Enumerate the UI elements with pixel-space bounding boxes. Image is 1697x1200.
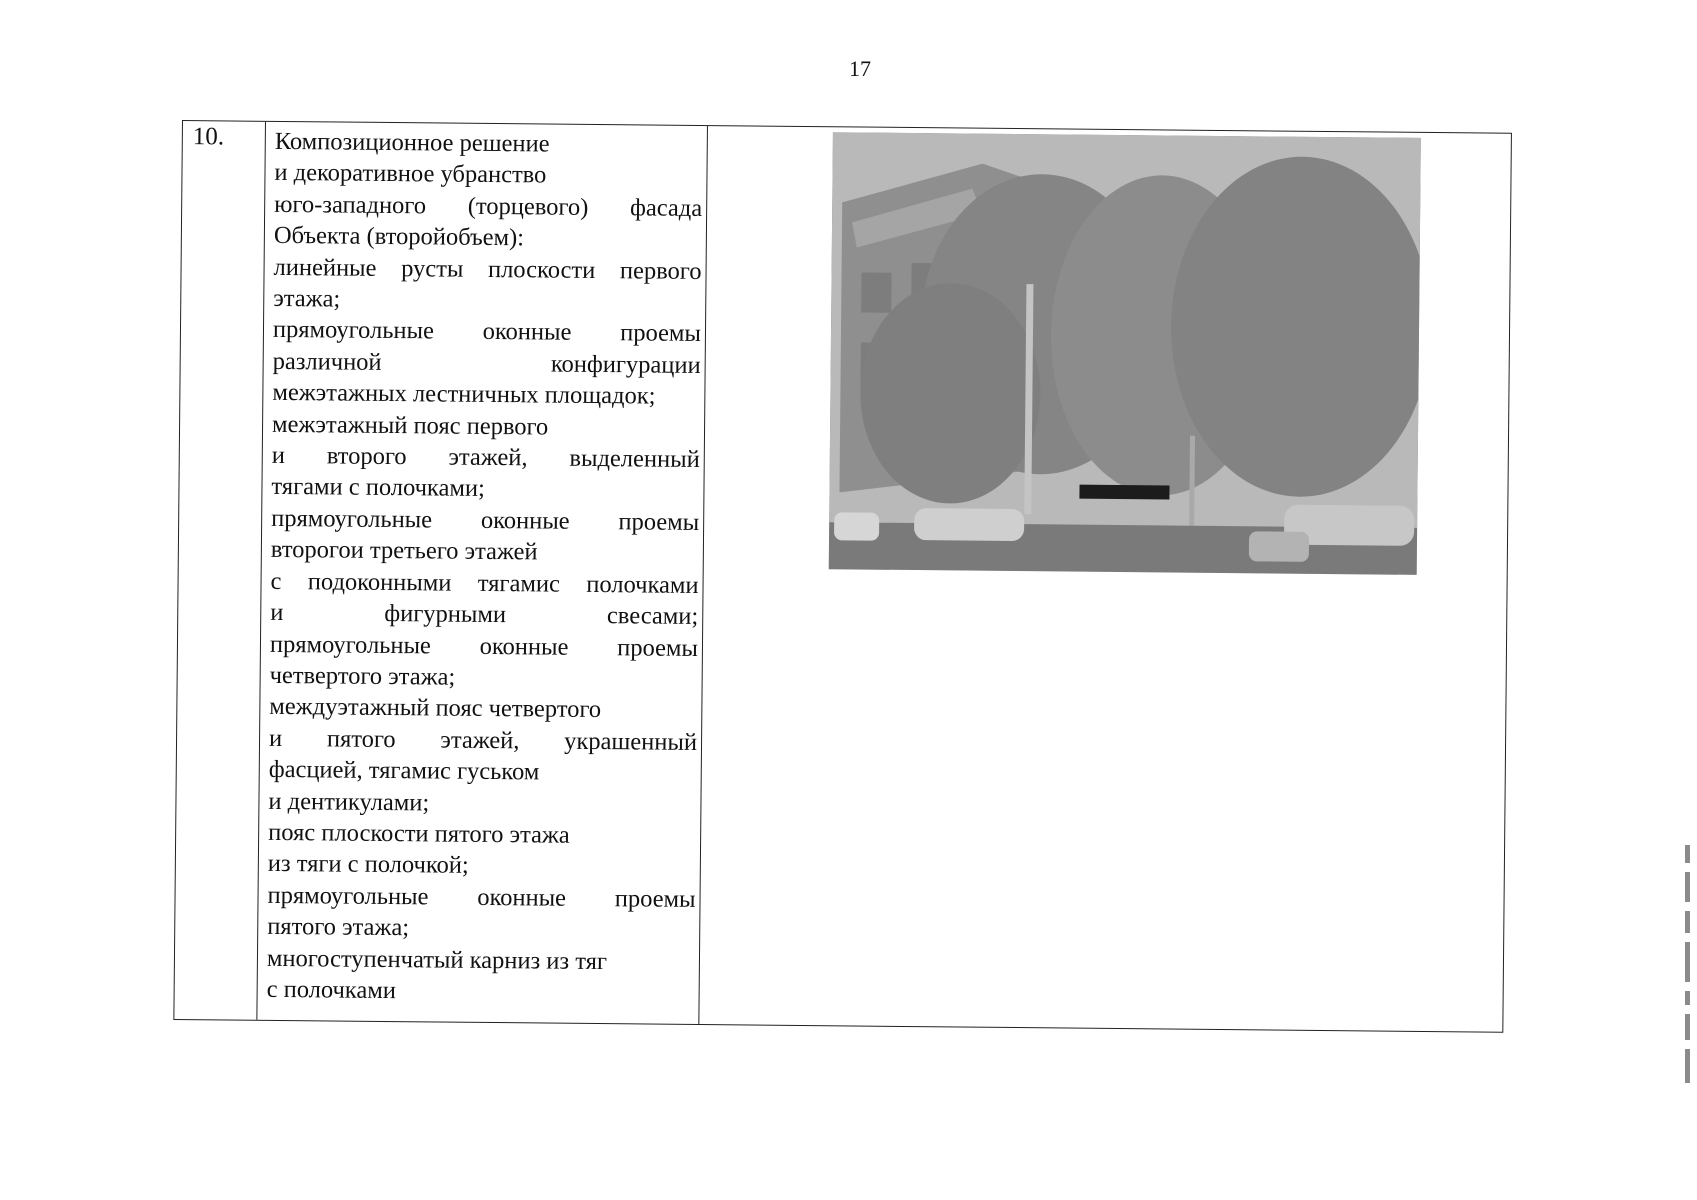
description-line: этажа; — [273, 284, 341, 313]
description-line: междуэтажный пояс четвертого — [269, 693, 602, 724]
description-line: многоступенчатый карниз из тяг — [266, 944, 608, 975]
description-line: из тяги с полочкой; — [267, 850, 469, 880]
page-number: 17 — [849, 56, 871, 81]
facade-elements-table — [173, 120, 1512, 1033]
description-line: второгои третьего этажей — [270, 536, 538, 566]
description-line: Композиционное решение — [274, 127, 550, 158]
description-line: фасцией, тягамис гуськом — [268, 755, 540, 786]
description-line: прямоугольные оконные проемы — [272, 316, 702, 348]
row-number: 10. — [192, 123, 225, 151]
description-line: и второго этажей, выделенный — [271, 441, 700, 474]
description-line: с подоконными тягамис полочками — [270, 567, 699, 599]
facade-description — [267, 126, 703, 1009]
description-line: пятого этажа; — [267, 913, 410, 942]
description-line: с полочками — [266, 975, 397, 1005]
description-line: и декоративное убранство — [274, 159, 547, 189]
facade-photo-image — [829, 132, 1421, 575]
description-line: и пятого этажей, украшенный — [268, 724, 698, 756]
description-line: межэтажный пояс первого — [271, 410, 549, 441]
description-line: линейные русты плоскости первого — [273, 253, 702, 285]
facade-photo — [829, 132, 1421, 575]
description-line: различной конфигурации — [272, 347, 701, 379]
description-line: прямоугольные оконные проемы — [267, 881, 696, 913]
column-divider — [256, 122, 266, 1020]
description-line: и фигурными свесами; — [270, 598, 699, 631]
description-line: юго-западного (торцевого) фасада — [274, 190, 703, 222]
description-line: межэтажных лестничных площадок; — [272, 379, 656, 410]
description-line: четвертого этажа; — [269, 661, 456, 691]
description-line: прямоугольные оконные проемы — [269, 630, 699, 662]
description-line: и дентикулами; — [268, 787, 430, 816]
description-line: Объекта (второйобъем): — [273, 222, 525, 252]
scan-edge-marks — [1685, 845, 1691, 1105]
description-line: пояс плоскости пятого этажа — [268, 818, 570, 849]
description-line: прямоугольные оконные проемы — [271, 504, 700, 536]
description-line: тягами с полочками; — [271, 473, 485, 503]
